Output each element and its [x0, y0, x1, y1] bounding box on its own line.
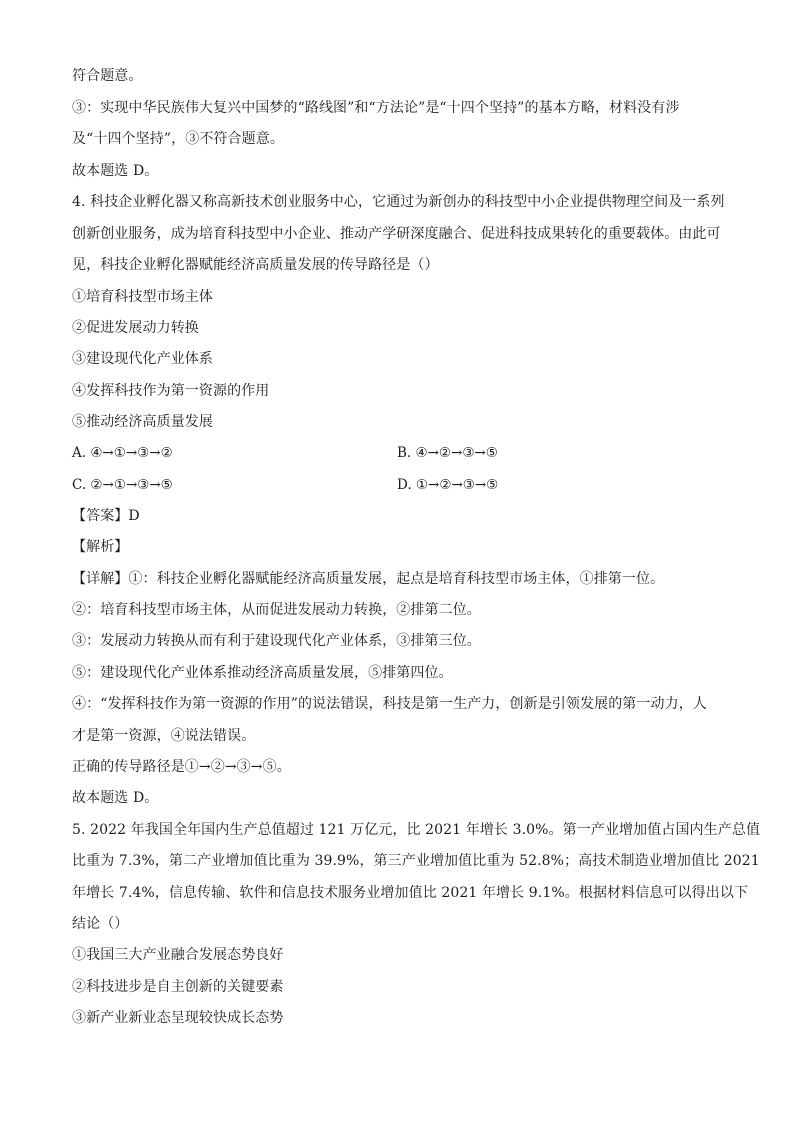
q3-text-line: 符合题意。: [72, 68, 143, 84]
q5-stem-line: 年增长 7.4%，信息传输、软件和信息技术服务业增加值比 2021 年增长 9.1%。根据材料信息可以得出以下: [72, 885, 749, 901]
q4-detail-line: ②：培育科技型市场主体，从而促进发展动力转换，②排第二位。: [72, 602, 481, 618]
q5-stem-line: 结论（）: [72, 916, 129, 932]
q5-item: ②科技进步是自主创新的关键要素: [72, 979, 284, 995]
q4-detail-line: 正确的传导路径是①→②→③→⑤。: [72, 759, 291, 775]
q5-item: ①我国三大产业融合发展态势良好: [72, 947, 284, 963]
q5-stem-line: 比重为 7.3%，第二产业增加值比重为 39.9%，第三产业增加值比重为 52.8%；高技术制造业增加值比 2021: [72, 853, 760, 869]
q4-detail-line: 【详解】①：科技企业孵化器赋能经济高质量发展，起点是培育科技型市场主体，①排第一位。: [72, 571, 665, 587]
q4-conclusion: 故本题选 D。: [72, 790, 159, 806]
q4-detail-line: ③：发展动力转换从而有利于建设现代化产业体系，③排第三位。: [72, 633, 481, 649]
q4-detail-line: ⑤：建设现代化产业体系推动经济高质量发展，⑤排第四位。: [72, 665, 453, 681]
q4-item: ⑤推动经济高质量发展: [72, 414, 213, 430]
q4-item: ②促进发展动力转换: [72, 320, 199, 336]
q3-text-line: 及“十四个坚持”，③不符合题意。: [72, 131, 284, 147]
q4-answer: 【答案】D: [72, 508, 140, 524]
q4-option-c: C. ②→①→③→⑤: [72, 477, 173, 493]
q4-item: ④发挥科技作为第一资源的作用: [72, 383, 270, 399]
q4-stem-line: 见，科技企业孵化器赋能经济高质量发展的传导路径是（）: [72, 257, 439, 273]
q4-stem-line: 创新创业服务，成为培育科技型中小企业、推动产学研深度融合、促进科技成果转化的重要载体。由此可: [72, 226, 721, 242]
q4-option-a: A. ④→①→③→②: [72, 445, 173, 461]
q4-item: ③建设现代化产业体系: [72, 351, 213, 367]
q3-conclusion: 故本题选 D。: [72, 163, 159, 179]
q4-detail-line: 才是第一资源，④说法错误。: [72, 728, 256, 744]
q5-item: ③新产业新业态呈现较快成长态势: [72, 1010, 284, 1026]
q3-text-line: ③：实现中华民族伟大复兴中国梦的“路线图”和“方法论”是“十四个坚持”的基本方略，材料没有涉: [72, 100, 680, 116]
q4-stem-line: 4. 科技企业孵化器又称高新技术创业服务中心，它通过为新创办的科技型中小企业提供物理空间及一系列: [72, 194, 725, 210]
q4-analysis-label: 【解析】: [72, 539, 129, 555]
q4-option-d: D. ①→②→③→⑤: [397, 477, 499, 493]
q5-stem-line: 5. 2022 年我国全年国内生产总值超过 121 万亿元，比 2021 年增长 3.0%。第一产业增加值占国内生产总值: [72, 822, 761, 838]
q4-item: ①培育科技型市场主体: [72, 289, 213, 305]
q4-option-b: B. ④→②→③→⑤: [397, 445, 498, 461]
q4-detail-line: ④：“发挥科技作为第一资源的作用”的说法错误，科技是第一生产力，创新是引领发展的第一动力，人: [72, 696, 707, 712]
